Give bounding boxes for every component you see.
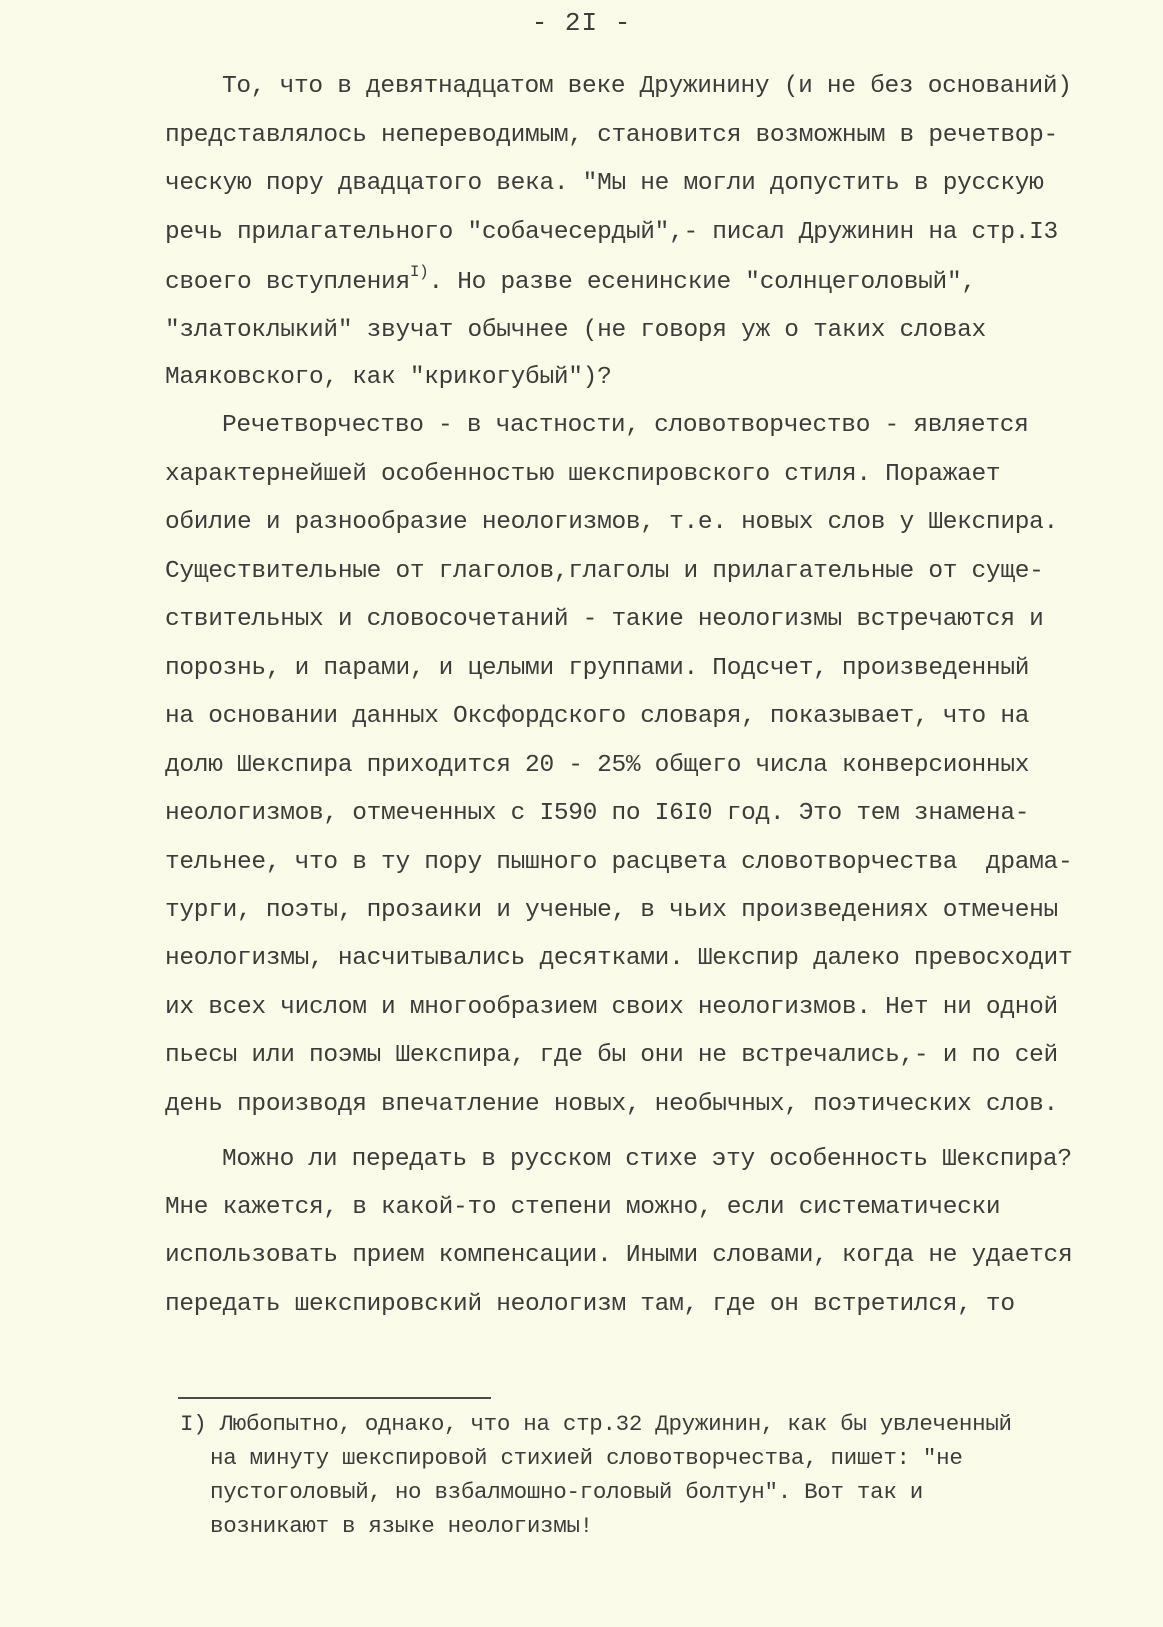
body-line: Мне кажется, в какой-то степени можно, если систематически (165, 1194, 1001, 1221)
body-line: характернейшей особенностью шекспировского стиля. Поражает (165, 461, 1001, 488)
body-line-text: своего вступления (165, 269, 410, 296)
body-line: их всех числом и многообразием своих неологизмов. Нет ни одной (165, 994, 1058, 1021)
page-number: - 2I - (531, 8, 632, 38)
footnote-line: I) Любопытно, однако, что на стр.32 Дружинин, как бы увлеченный (180, 1411, 1012, 1437)
body-line: тельнее, что в ту пору пышного расцвета словотворчества драма- (165, 849, 1073, 876)
body-line: турги, поэты, прозаики и ученые, в чьих произведениях отмечены (165, 897, 1058, 924)
body-line: Существительные от глаголов,глаголы и прилагательные от суще- (165, 558, 1044, 585)
body-line: "златоклыкий" звучат обычнее (не говоря уж о таких словах (165, 317, 986, 344)
body-line: передать шекспировский неологизм там, где он встретился, то (165, 1291, 1015, 1318)
footnote-line: возникают в языке неологизмы! (210, 1513, 593, 1539)
body-line: Маяковского, как "крикогубый")? (165, 364, 612, 391)
body-line: пьесы или поэмы Шекспира, где бы они не встречались,- и по сей (165, 1042, 1058, 1069)
body-line: неологизмов, отмеченных с I590 по I6I0 год. Это тем знамена- (165, 800, 1030, 827)
body-line: использовать прием компенсации. Иными словами, когда не удается (165, 1242, 1073, 1269)
body-line: долю Шекспира приходится 20 - 25% общего числа конверсионных (165, 752, 1030, 779)
footnote-line: на минуту шекспировой стихией словотворчества, пишет: "не (210, 1445, 963, 1471)
body-line-with-footnote (165, 263, 976, 299)
body-line: обилие и разнообразие неологизмов, т.е. новых слов у Шекспира. (165, 509, 1058, 536)
body-line: ствительных и словосочетаний - такие неологизмы встречаются и (165, 606, 1044, 633)
body-line: порознь, и парами, и целыми группами. Подсчет, произведенный (165, 655, 1030, 682)
body-line: Можно ли передать в русском стихе эту особенность Шекспира? (222, 1146, 1072, 1173)
body-line: представлялось непереводимым, становится возможным в речетвор- (165, 122, 1058, 149)
body-line: день производя впечатление новых, необычных, поэтических слов. (165, 1091, 1058, 1118)
footnote-divider (178, 1397, 491, 1399)
body-line: ческую пору двадцатого века. "Мы не могли допустить в русскую (165, 170, 1044, 197)
body-line: неологизмы, насчитывались десятками. Шекспир далеко превосходит (165, 945, 1073, 972)
body-line: речь прилагательного "собачесердый",- писал Дружинин на стр.I3 (165, 219, 1058, 246)
footnote-line: пустоголовый, но взбалмошно-головый болтун". Вот так и (210, 1479, 923, 1505)
body-line: на основании данных Оксфордского словаря, показывает, что на (165, 703, 1030, 730)
footnote-reference: I) (409, 263, 429, 281)
body-line: То, что в девятнадцатом веке Дружинину (и не без оснований) (222, 73, 1072, 100)
body-line-text: . Но разве есенинские "солнцеголовый", (428, 269, 976, 296)
body-line: Речетворчество - в частности, словотворчество - является (222, 412, 1029, 439)
